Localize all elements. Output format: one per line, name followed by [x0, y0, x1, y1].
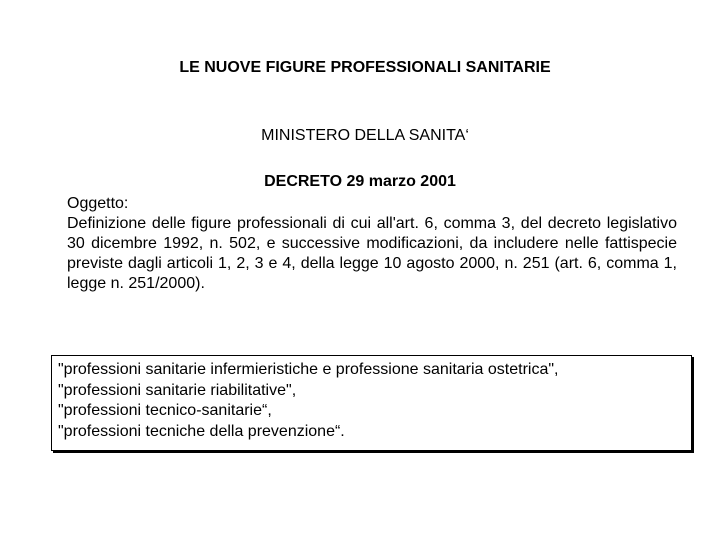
professions-box	[51, 355, 692, 451]
decree-heading: DECRETO 29 marzo 2001	[264, 173, 456, 190]
ministry-heading: MINISTERO DELLA SANITA‘	[261, 127, 469, 144]
profession-category: "professioni tecniche della prevenzione“.	[58, 422, 345, 440]
subject-label: Oggetto:	[67, 195, 129, 212]
profession-category: "professioni sanitarie infermieristiche e professione sanitaria ostetrica",	[58, 361, 559, 378]
profession-category: "professioni sanitarie riabilitative",	[58, 381, 297, 399]
subject-text: Definizione delle figure professionali di cui all'art. 6, comma 3, del decreto legislativo 30 dicembre 1992, n. 502, e successive modificazioni, da includere nelle fattispecie previste dagli articoli 1, 2, 3 e 4, della legge 10 agosto 2000, n. 251 (art. 6, comma 1, legge n. 251/2000).	[67, 215, 677, 292]
profession-category: "professioni tecnico-sanitarie“,	[58, 402, 272, 419]
document-title: LE NUOVE FIGURE PROFESSIONALI SANITARIE	[179, 59, 551, 76]
